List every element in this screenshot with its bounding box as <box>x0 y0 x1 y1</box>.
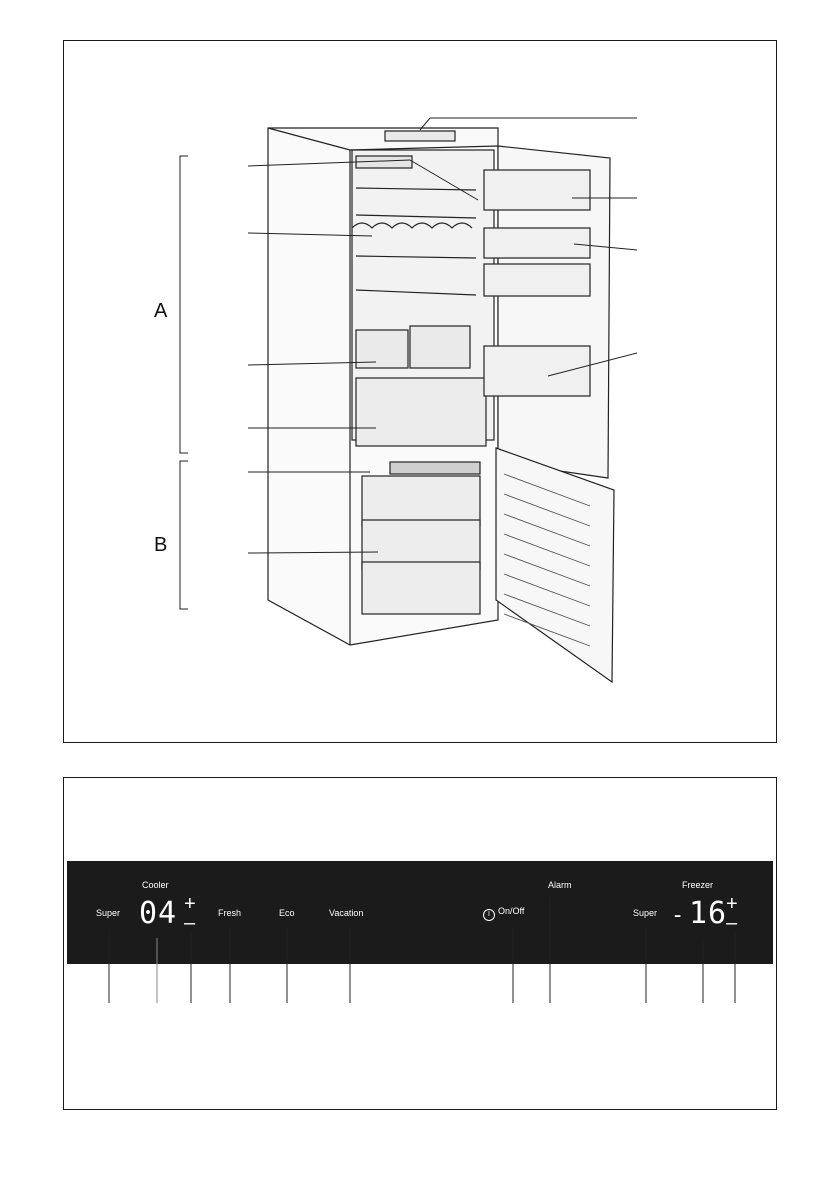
freezer-minus-button[interactable]: – <box>726 912 738 934</box>
zone-b-label: B <box>154 534 168 556</box>
freezer-label: Freezer <box>682 880 714 890</box>
onoff-label: On/Off <box>498 906 525 916</box>
freezer-plus-button[interactable]: + <box>726 893 738 915</box>
cooler-plus-button[interactable]: + <box>184 893 196 915</box>
eco-button[interactable]: Eco <box>279 908 295 918</box>
cooler-temperature-display: 04 <box>139 896 178 931</box>
freezer-minus-sign: - <box>671 903 686 928</box>
alarm-button[interactable]: Alarm <box>548 880 572 890</box>
cooler-minus-button[interactable]: – <box>184 912 196 934</box>
power-icon: I <box>483 909 495 921</box>
freezer-temperature-display: 16 <box>689 896 728 931</box>
vacation-button[interactable]: Vacation <box>329 908 364 918</box>
freezer-super-button[interactable]: Super <box>633 908 658 918</box>
cooler-label: Cooler <box>142 880 169 890</box>
fresh-button[interactable]: Fresh <box>218 908 242 918</box>
cooler-super-button[interactable]: Super <box>96 908 121 918</box>
zone-a-label: A <box>154 300 168 322</box>
